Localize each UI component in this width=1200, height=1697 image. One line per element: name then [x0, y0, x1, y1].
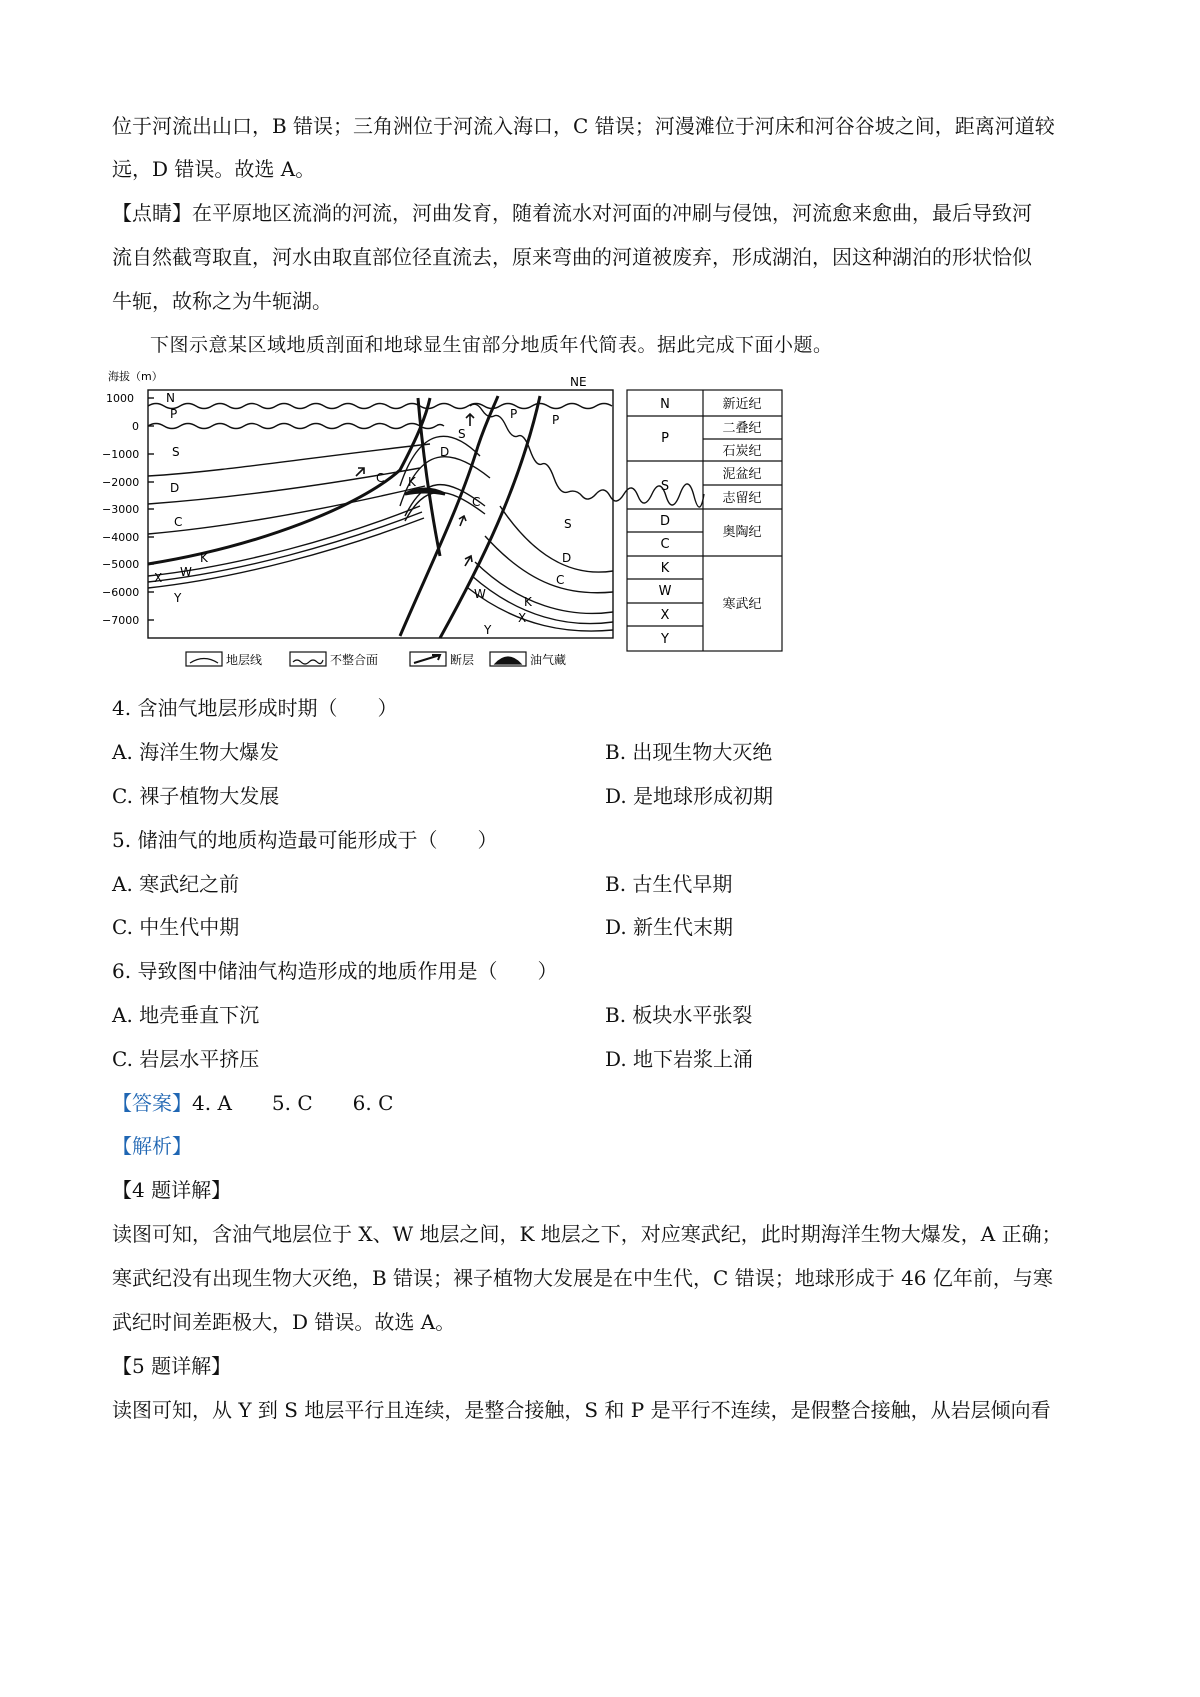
- stratum-label: X: [154, 571, 163, 585]
- stratum-label: S: [458, 427, 466, 441]
- detail-4-line: 寒武纪没有出现生物大灭绝，B 错误；裸子植物大发展是在中生代，C 错误；地球形成于 46 亿年前，与寒: [112, 1266, 1053, 1290]
- analysis-tag: 【解析】: [112, 1134, 192, 1158]
- question-6-stem: 6. 导致图中储油气构造形成的地质作用是（ ）: [112, 959, 558, 983]
- stratum-label: P: [170, 407, 178, 421]
- legend-label: 地层线: [226, 653, 263, 667]
- detail-5-line: 读图可知，从 Y 到 S 地层平行且连续，是整合接触，S 和 P 是平行不连续，是假整合接触，从岩层倾向看: [112, 1398, 1051, 1422]
- detail-5-heading: 【5 题详解】: [112, 1354, 232, 1378]
- y-axis-ticks: [148, 398, 154, 620]
- direction-label: NE: [570, 375, 587, 389]
- y-tick: 1000: [106, 392, 134, 405]
- y-tick: −3000: [102, 503, 140, 516]
- stratum-label: C: [556, 573, 565, 587]
- stratum-label: D: [440, 445, 450, 459]
- y-tick: −1000: [102, 448, 140, 461]
- table-period: 志留纪: [722, 491, 762, 506]
- table-code: P: [661, 431, 669, 446]
- paragraph-line: 牛轭，故称之为牛轭湖。: [112, 289, 332, 313]
- legend-stratum-line-icon: [190, 659, 218, 664]
- table-code: N: [660, 397, 670, 412]
- legend-label: 断层: [450, 653, 475, 667]
- question-5-option-c: C. 中生代中期: [112, 915, 240, 939]
- table-code: X: [660, 608, 670, 623]
- table-period: 石炭纪: [722, 444, 762, 459]
- table-period: 泥盆纪: [722, 467, 762, 482]
- y-tick: 0: [132, 420, 139, 433]
- paragraph-line: 流自然截弯取直，河水由取直部位径直流去，原来弯曲的河道被废弃，形成湖泊，因这种湖泊的形状恰似: [112, 245, 1032, 269]
- answer-tag: 【答案】: [112, 1091, 192, 1115]
- detail-4-line: 读图可知，含油气地层位于 X、W 地层之间，K 地层之下，对应寒武纪，此时期海洋生物大爆发，A 正确；: [112, 1222, 1062, 1246]
- tip-paragraph: [112, 198, 1032, 228]
- stratum-label: K: [524, 595, 532, 609]
- detail-4-line: 武纪时间差距极大，D 错误。故选 A。: [112, 1310, 456, 1334]
- tip-tag: 【点睛】: [112, 201, 192, 225]
- tip-text: 在平原地区流淌的河流，河曲发育，随着流水对河面的冲刷与侵蚀，河流愈来愈曲，最后导致河: [192, 201, 1032, 225]
- stratum-line: [485, 536, 613, 593]
- question-4-option-a: A. 海洋生物大爆发: [112, 740, 280, 764]
- stratum-label: S: [172, 445, 180, 459]
- y-axis-title: 海拔（m）: [108, 370, 163, 383]
- stratum-line: [148, 444, 430, 476]
- stratum-label: C: [376, 471, 385, 485]
- question-5-option-a: A. 寒武纪之前: [112, 872, 240, 896]
- table-period: 寒武纪: [722, 597, 762, 612]
- legend-oil-icon: [495, 657, 521, 664]
- stratum-label: W: [180, 565, 192, 579]
- table-code: S: [660, 479, 670, 494]
- stratum-label: P: [552, 413, 560, 427]
- stratum-label: Y: [174, 591, 182, 605]
- question-4-option-c: C. 裸子植物大发展: [112, 784, 280, 808]
- stratum-line: [500, 506, 613, 572]
- unconformity-top: [148, 404, 612, 409]
- stratum-label: Y: [484, 623, 492, 637]
- y-tick: −2000: [102, 476, 140, 489]
- paragraph-line: 位于河流出山口，B 错误；三角洲位于河流入海口，C 错误；河漫滩位于河床和河谷谷坡之间，距离河道较: [112, 114, 1055, 138]
- question-5-option-d: D. 新生代末期: [605, 915, 734, 939]
- y-tick: −5000: [102, 558, 140, 571]
- table-code: C: [660, 537, 670, 552]
- question-6-option-b: B. 板块水平张裂: [605, 1003, 753, 1027]
- y-tick: −6000: [102, 586, 140, 599]
- question-5-option-b: B. 古生代早期: [605, 872, 733, 896]
- question-6-option-a: A. 地壳垂直下沉: [112, 1003, 260, 1027]
- answer-text: 4. A 5. C 6. C: [192, 1091, 394, 1115]
- legend-label: 油气藏: [530, 653, 567, 667]
- stratum-line: [472, 576, 613, 624]
- stratum-label: W: [474, 587, 486, 601]
- stratum-label: D: [562, 551, 572, 565]
- faults: [148, 396, 540, 638]
- section-frame: [148, 390, 613, 638]
- stratum-label: C: [174, 515, 183, 529]
- paragraph-line: 远，D 错误。故选 A。: [112, 157, 316, 181]
- table-period: 新近纪: [722, 397, 762, 412]
- question-6-option-d: D. 地下岩浆上涌: [605, 1047, 754, 1071]
- stratum-label: C: [472, 495, 481, 509]
- geologic-section-figure: [100, 366, 860, 682]
- stratum-label: K: [408, 475, 416, 489]
- answer-line: [112, 1088, 393, 1118]
- table-code: K: [660, 561, 670, 576]
- detail-4-heading: 【4 题详解】: [112, 1178, 232, 1202]
- legend-unconformity-icon: [293, 660, 323, 664]
- table-code: Y: [661, 632, 669, 647]
- stratum-label: S: [564, 517, 572, 531]
- question-4-option-d: D. 是地球形成初期: [605, 784, 774, 808]
- question-5-stem: 5. 储油气的地质构造最可能形成于（ ）: [112, 828, 498, 852]
- y-tick: −7000: [102, 614, 140, 627]
- legend-label: 不整合面: [330, 653, 379, 667]
- y-tick: −4000: [102, 531, 140, 544]
- stratum-label: N: [166, 391, 175, 405]
- table-period: 二叠纪: [722, 421, 762, 436]
- table-code: D: [659, 514, 671, 529]
- stratum-label: D: [170, 481, 180, 495]
- table-period: 奥陶纪: [722, 525, 762, 540]
- figure-intro: 下图示意某区域地质剖面和地球显生宙部分地质年代简表。据此完成下面小题。: [150, 334, 833, 356]
- table-code: W: [658, 584, 672, 599]
- legend-fault-icon: [414, 655, 440, 663]
- unconformity-p: [148, 424, 444, 429]
- stratum-label: X: [518, 611, 527, 625]
- stratum-label: K: [200, 551, 208, 565]
- stratum-label: P: [510, 407, 518, 421]
- question-6-option-c: C. 岩层水平挤压: [112, 1047, 260, 1071]
- question-4-stem: 4. 含油气地层形成时期（ ）: [112, 696, 398, 720]
- question-4-option-b: B. 出现生物大灭绝: [605, 740, 773, 764]
